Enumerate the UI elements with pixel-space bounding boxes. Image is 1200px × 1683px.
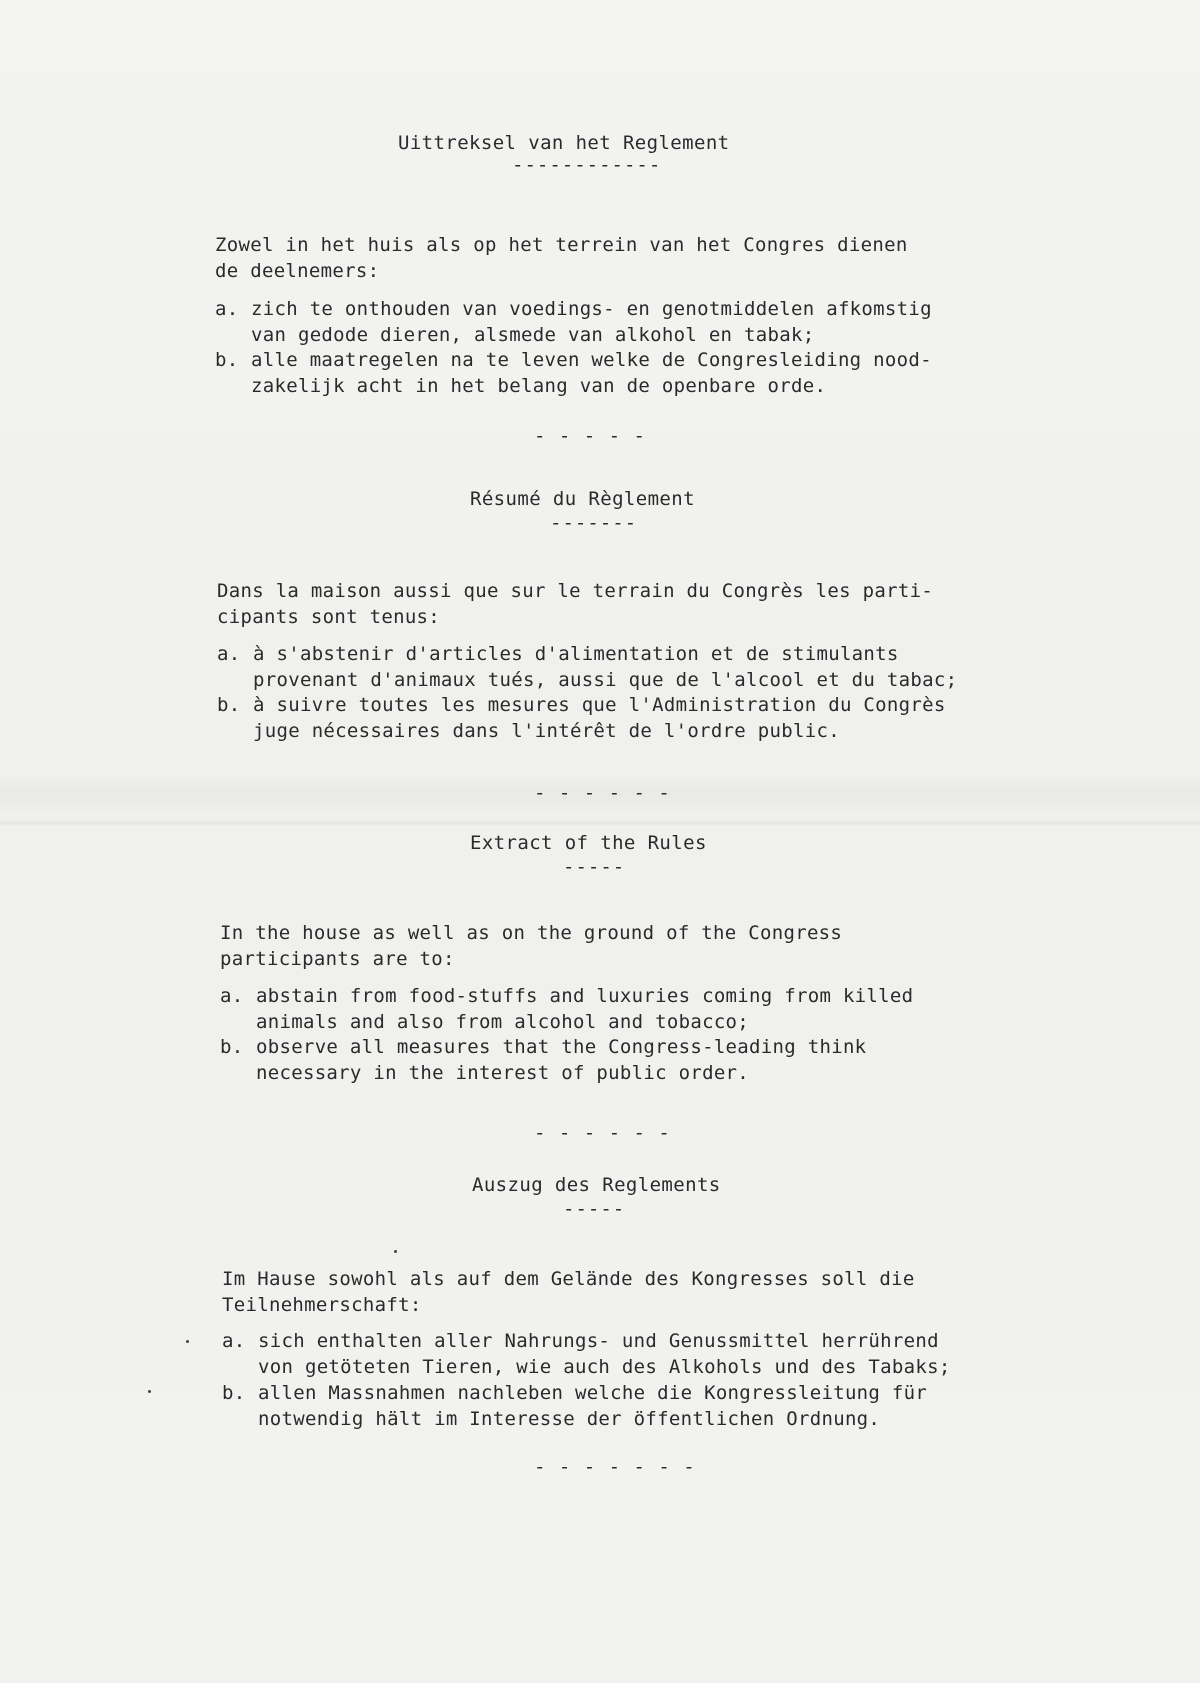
list-item-french-a [217,641,957,693]
section-title-dutch: Uittreksel van het Reglement [398,132,730,154]
section-title-german: Auszug des Reglements [472,1174,721,1196]
stray-mark [394,1250,397,1253]
intro-line: Zowel in het huis als op het terrein van het Congres dienen [215,234,908,256]
item-line: alle maatregelen na te leven welke de Congresleiding nood- [251,349,932,371]
item-line: animals and also from alcohol and tobacco; [256,1011,750,1033]
separator-french: - - - - - - [534,782,671,804]
item-line: necessary in the interest of public order. [256,1062,750,1084]
list-item-dutch-a [215,296,932,348]
item-line: von getöteten Tieren, wie auch des Alkohols und des Tabaks; [258,1356,951,1378]
list-item-dutch-b [215,347,932,399]
title-underline-english: ----- [563,856,626,878]
item-line: provenant d'animaux tués, aussi que de l'alcool et du tabac; [253,669,958,691]
section-title-french: Résumé du Règlement [470,488,695,510]
intro-line: de deelnemers: [215,260,380,282]
item-label: a. [220,985,244,1007]
intro-line: participants are to: [220,948,455,970]
item-line: observe all measures that the Congress-leading think [256,1036,867,1058]
stray-mark [186,1340,189,1343]
item-line: van gedode dieren, alsmede van alkohol en tabak; [251,324,815,346]
item-line: notwendig hält im Interesse der öffentlichen Ordnung. [258,1408,881,1430]
intro-line: Im Hause sowohl als auf dem Gelände des Kongresses soll die [222,1268,915,1290]
list-item-german-a [222,1328,951,1380]
list-item-french-b [217,692,946,744]
section-title-english: Extract of the Rules [470,832,707,854]
stray-mark [148,1390,151,1393]
separator-english: - - - - - - [534,1122,671,1144]
item-label: a. [217,643,241,665]
intro-line: In the house as well as on the ground of the Congress [220,922,843,944]
list-item-german-b [222,1380,927,1432]
item-label: b. [217,694,241,716]
item-label: b. [215,349,239,371]
separator-dutch: - - - - - [534,425,646,447]
item-label: a. [222,1330,246,1352]
intro-line: cipants sont tenus: [217,606,441,628]
title-underline-french: ------- [550,512,638,534]
item-line: à suivre toutes les mesures que l'Administration du Congrès [253,694,946,716]
item-label: b. [220,1036,244,1058]
title-underline-dutch: ------------ [512,154,662,176]
intro-dutch [215,232,908,284]
list-item-english-a [220,983,913,1035]
item-line: zakelijk acht in het belang van de openbare orde. [251,375,827,397]
item-label: a. [215,298,239,320]
item-line: abstain from food-stuffs and luxuries coming from killed [256,985,914,1007]
intro-english [220,920,842,972]
item-line: zich te onthouden van voedings- en genotmiddelen afkomstig [251,298,932,320]
item-line: allen Massnahmen nachleben welche die Kongressleitung für [258,1382,928,1404]
item-line: juge nécessaires dans l'intérêt de l'ordre public. [253,720,840,742]
separator-german: - - - - - - - [534,1456,696,1478]
intro-line: Dans la maison aussi que sur le terrain du Congrès les parti- [217,580,934,602]
item-label: b. [222,1382,246,1404]
list-item-english-b [220,1034,866,1086]
title-underline-german: ----- [563,1198,626,1220]
intro-line: Teilnehmerschaft: [222,1294,422,1316]
paper-fold [0,820,1200,826]
intro-german [222,1266,915,1318]
intro-french [217,578,933,630]
item-line: sich enthalten aller Nahrungs- und Genussmittel herrührend [258,1330,939,1352]
item-line: à s'abstenir d'articles d'alimentation et de stimulants [253,643,899,665]
